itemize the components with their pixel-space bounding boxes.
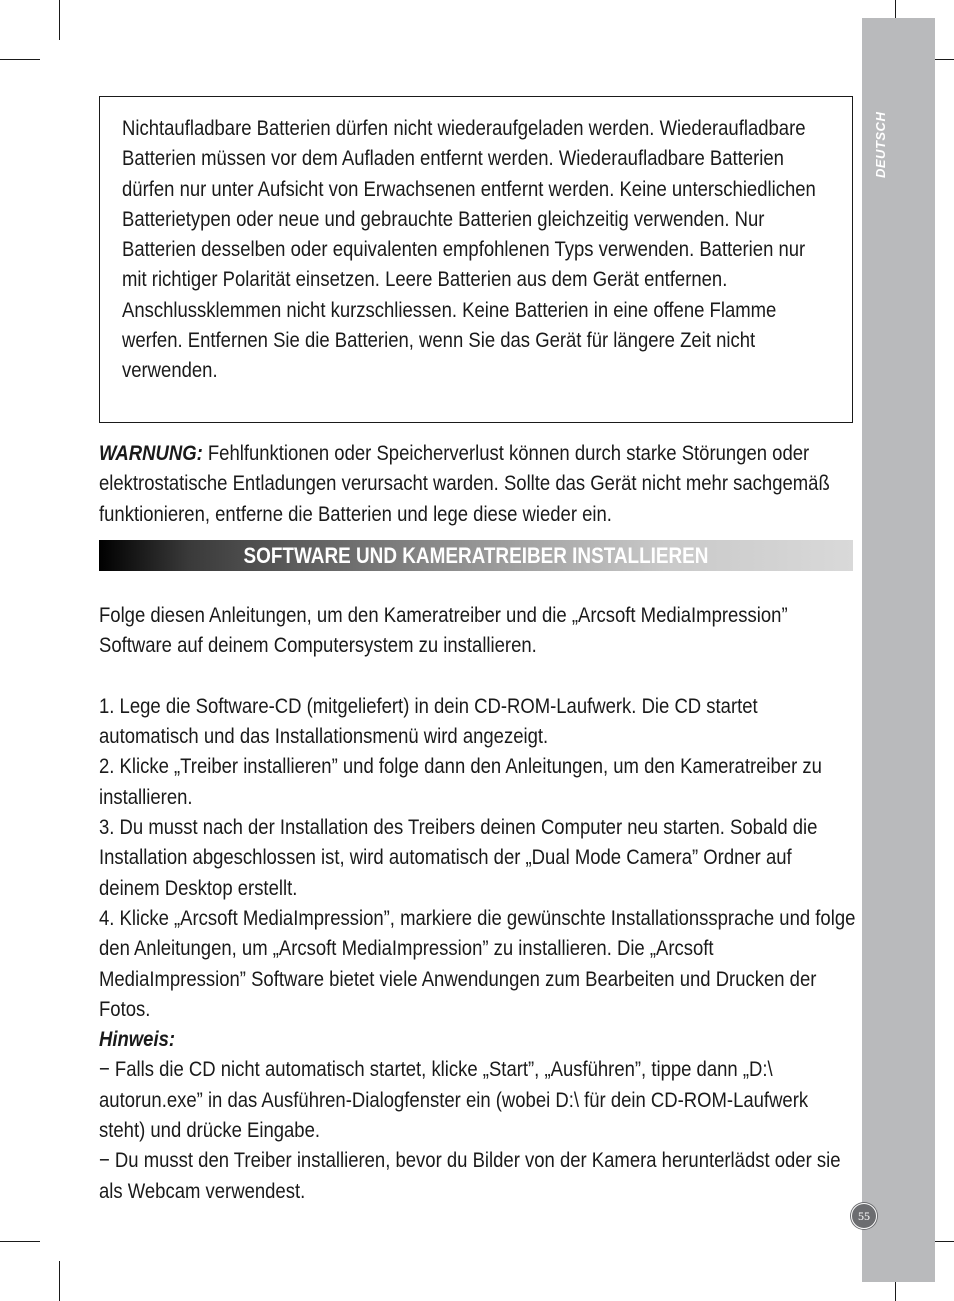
- instructions: [99, 600, 856, 1206]
- intro-paragraph: Folge diesen Anleitungen, um den Kameratreiber und die „Arcsoft MediaImpression” Software auf deinem Computersystem zu installieren.: [99, 603, 788, 658]
- warning-label: WARNUNG:: [99, 441, 203, 465]
- battery-notice-box: [99, 96, 853, 423]
- crop-mark: [59, 0, 60, 40]
- crop-mark: [0, 59, 40, 60]
- warning-text: Fehlfunktionen oder Speicherverlust können durch starke Störungen oder elektrostatische Entladungen verursacht warden. Sollte das Gerät nicht mehr sachgemäß funktionieren, entferne die Batterien und lege diese wieder ein.: [99, 441, 830, 526]
- battery-notice-text: Nichtaufladbare Batterien dürfen nicht wiederaufgeladen werden. Wiederaufladbare Batterien müssen vor dem Aufladen entfernt werden. Wiederaufladbare Batterien dürfen nur unter Aufsicht von Erwachsenen entfernt werden. Keine unterschiedlichen Batterietypen oder neue und gebrauchte Batterien gleichzeitig verwenden. Nur Batterien desselben oder equivalenten empfohlenen Typs verwenden. Batterien nur mit richtiger Polarität einsetzen. Leere Batterien aus dem Gerät entfernen. Anschlussklemmen nicht kurzschliessen. Keine Batterien in eine offene Flamme werfen. Entfernen Sie die Batterien, wenn Sie das Gerät für längere Zeit nicht verwenden.: [122, 116, 816, 383]
- crop-mark: [0, 1241, 40, 1242]
- step-4: 4. Klicke „Arcsoft MediaImpression”, markiere die gewünschte Installationssprache und folge den Anleitungen, um „Arcsoft MediaImpression” zu installieren. Die „Arcsoft MediaImpression” Software bietet viele Anwendungen zum Bearbeiten und Drucken der Fotos.: [99, 905, 856, 1021]
- page-number: 55: [851, 1203, 877, 1229]
- crop-mark: [59, 1261, 60, 1301]
- warning-paragraph: [99, 438, 856, 529]
- step-3: 3. Du musst nach der Installation des Treibers deinen Computer neu starten. Sobald die Installation abgeschlossen ist, wird automatisch der „Dual Mode Camera” Ordner auf deinem Desktop erstellt.: [99, 815, 818, 900]
- section-title: SOFTWARE UND KAMERATREIBER INSTALLIEREN: [243, 543, 709, 568]
- section-header-bar: [99, 540, 853, 571]
- note-label: Hinweis:: [99, 1027, 176, 1052]
- language-side-strip: [862, 18, 935, 1282]
- language-label: DEUTSCH: [873, 111, 888, 178]
- note-1: − Falls die CD nicht automatisch startet, klicke „Start”, „Ausführen”, tippe dann „D:\ autorun.exe” in das Ausführen-Dialogfenster ein (wobei D:\ für dein CD-ROM-Laufwerk steht) und drücke Eingabe.: [99, 1057, 809, 1143]
- note-2: − Du musst den Treiber installieren, bevor du Bilder von der Kamera herunterlädst oder sie als Webcam verwendest.: [99, 1148, 841, 1203]
- step-2: 2. Klicke „Treiber installieren” und folge dann den Anleitungen, um den Kameratreiber zu installieren.: [99, 754, 822, 809]
- step-1: 1. Lege die Software-CD (mitgeliefert) in dein CD-ROM-Laufwerk. Die CD startet automatisch und das Installationsmenü wird angezeigt.: [99, 693, 758, 749]
